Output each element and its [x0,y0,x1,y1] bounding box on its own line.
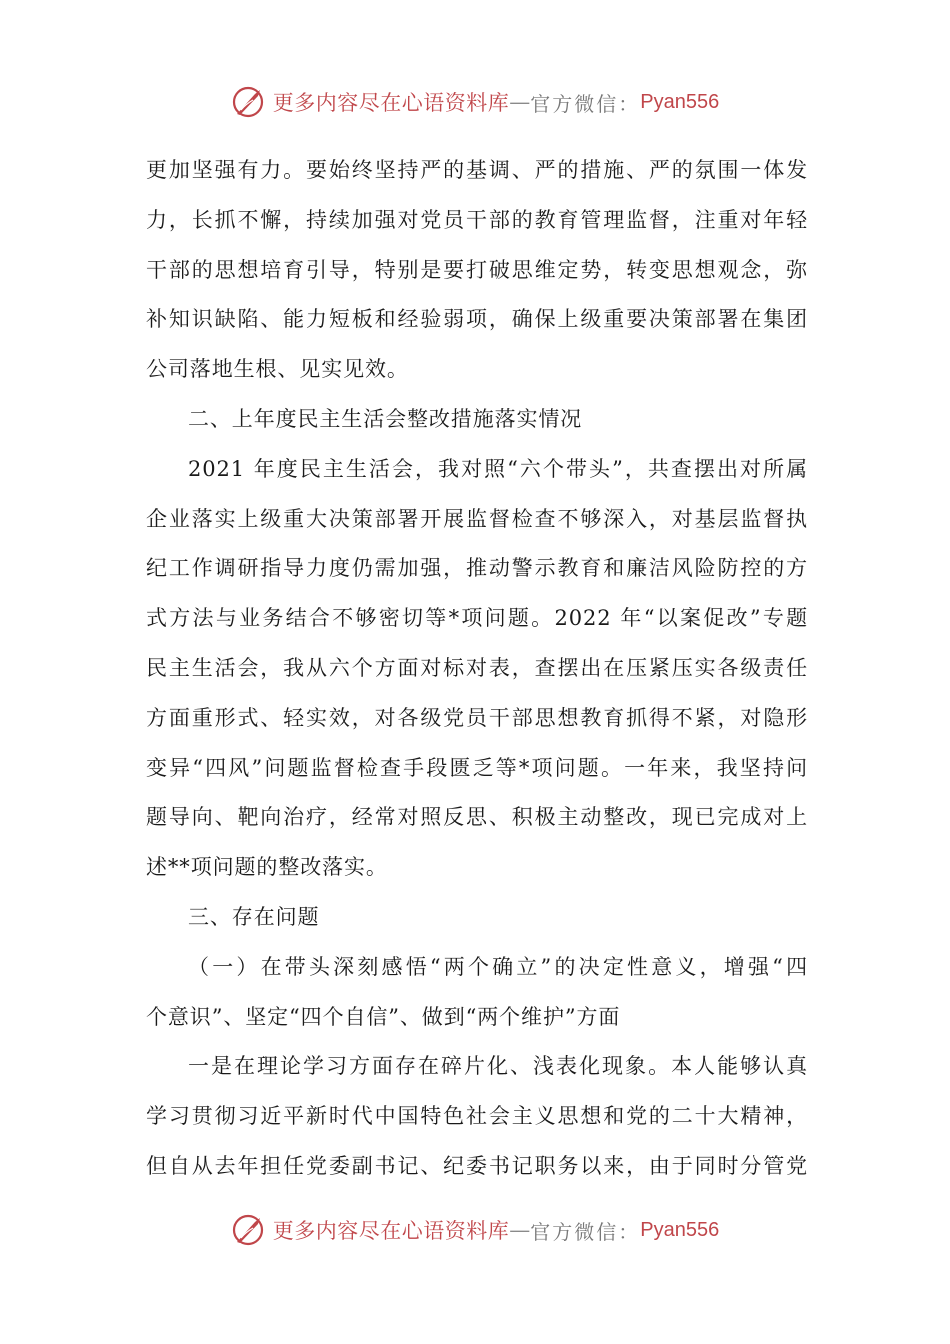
text-line: 更加坚强有力。要始终坚持严的基调、严的措施、严的氛围一体发 [146,158,808,182]
text-line: 方面重形式、轻实效，对各级党员干部思想教育抓得不紧，对隐形 [146,705,808,730]
text-line: 题导向、靶向治疗，经常对照反思、积极主动整改，现已完成对上 [146,805,808,830]
text-line: 补知识缺陷、能力短板和经验弱项，确保上级重要决策部署在集团 [146,307,808,332]
subsection-heading-continued: 个意识”、坚定“四个自信”、做到“两个维护”方面 [146,1004,621,1029]
watermark-wechat-id: Pyan556 [640,90,720,113]
text-line: 述**项问题的整改落实。 [146,855,388,880]
document-body [146,146,808,1192]
watermark-banner-top [0,80,950,124]
pen-logo-icon [231,1212,267,1248]
text-line: 但自从去年担任党委副书记、纪委书记职务以来，由于同时分管党 [146,1153,808,1178]
section-heading: 二、上年度民主生活会整改措施落实情况 [188,406,583,431]
watermark-main-text: 更多内容尽在心语资料库 [272,91,510,115]
watermark-dash: — [509,1218,531,1242]
text-line: 学习贯彻习近平新时代中国特色社会主义思想和党的二十大精神， [146,1104,808,1129]
text-line: 2021 年度民主生活会，我对照“六个带头”，共查摆出对所属 [188,456,808,481]
text-line: 力，长抓不懈，持续加强对党员干部的教育管理监督，注重对年轻 [146,207,808,232]
watermark-label: 官方微信： [530,1219,641,1244]
text-line: 一是在理论学习方面存在碎片化、浅表化现象。本人能够认真 [188,1054,808,1079]
text-line: 民主生活会，我从六个方面对标对表，查摆出在压紧压实各级责任 [146,655,808,680]
watermark-label: 官方微信： [530,91,641,116]
text-line: 式方法与业务结合不够密切等*项问题。2022 年“以案促改”专题 [146,606,808,631]
text-line: 公司落地生根、见实见效。 [146,357,409,382]
section-heading: 三、存在问题 [188,904,320,929]
subsection-heading: （一）在带头深刻感悟“两个确立”的决定性意义，增强“四 [188,954,808,979]
watermark-main-text: 更多内容尽在心语资料库 [272,1219,510,1243]
text-line: 变异“四风”问题监督检查手段匮乏等*项问题。一年来，我坚持问 [146,755,808,780]
watermark-banner-bottom [0,1208,950,1252]
text-line: 企业落实上级重大决策部署开展监督检查不够深入，对基层监督执 [146,506,808,531]
watermark-wechat-id: Pyan556 [640,1218,720,1241]
text-line: 纪工作调研指导力度仍需加强，推动警示教育和廉洁风险防控的方 [146,556,808,581]
pen-logo-icon [231,84,267,120]
text-line: 干部的思想培育引导，特别是要打破思维定势，转变思想观念，弥 [146,257,808,282]
watermark-dash: — [509,90,531,114]
